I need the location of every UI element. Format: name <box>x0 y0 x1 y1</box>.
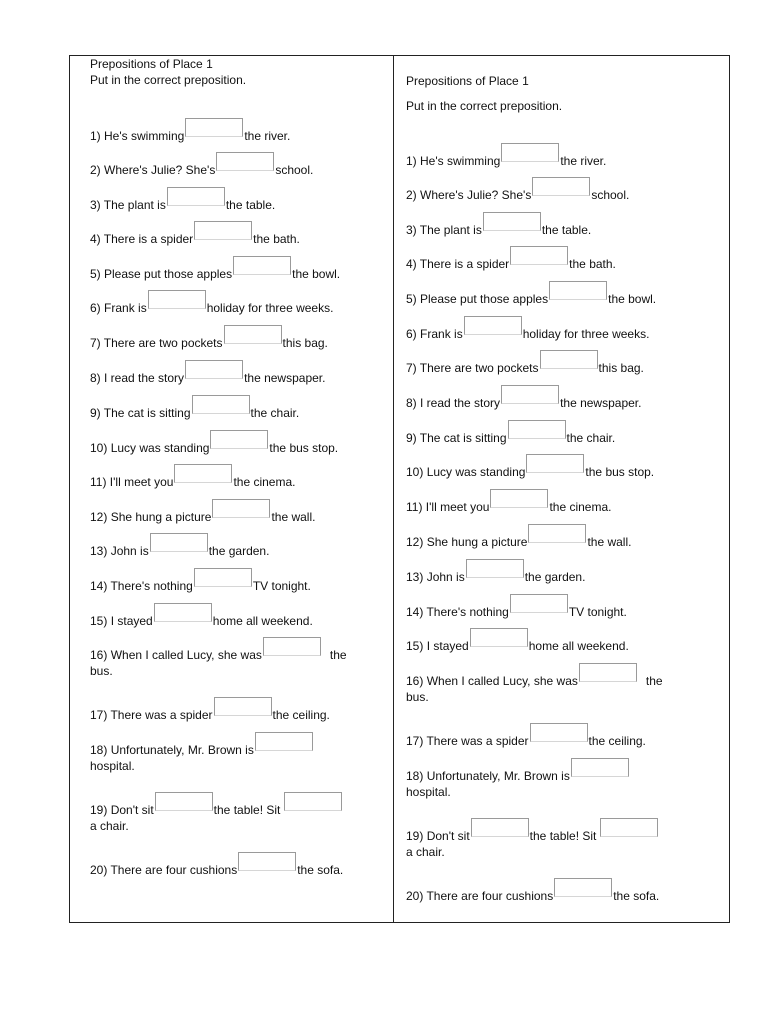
question-number: 1) <box>406 154 417 168</box>
answer-box[interactable] <box>470 628 528 647</box>
question-7 <box>406 350 644 376</box>
question-text-before: The plant is <box>419 223 482 237</box>
question-text-after: holiday for three weeks. <box>206 301 334 315</box>
question-8 <box>406 385 641 411</box>
question-text-after: TV tonight. <box>568 605 627 619</box>
answer-box[interactable] <box>167 187 225 206</box>
question-text-after: the bath. <box>569 257 616 271</box>
question-number: 19) <box>90 803 108 817</box>
question-text-before: There are two pockets <box>103 336 223 350</box>
question-text-after: school. <box>591 188 630 202</box>
question-text-before: The plant is <box>103 198 166 212</box>
question-15 <box>406 628 629 654</box>
answer-box[interactable] <box>508 420 566 439</box>
question-number: 2) <box>90 163 101 177</box>
question-text-after: TV tonight. <box>252 579 311 593</box>
worksheet-instruction: Put in the correct preposition. <box>90 73 247 87</box>
question-20 <box>406 878 659 904</box>
question-number: 8) <box>90 371 101 385</box>
question-text-before: Where's Julie? She's <box>104 163 216 177</box>
worksheet-title: Prepositions of Place 1 <box>90 57 213 71</box>
question-text-before: Unfortunately, Mr. Brown is <box>426 769 570 783</box>
question-text-after: the <box>329 648 347 662</box>
question-20 <box>90 852 343 878</box>
question-text-before: When I called Lucy, she was <box>110 648 262 662</box>
question-text-after: the sofa. <box>613 889 660 903</box>
question-text-before: I read the story <box>420 396 501 410</box>
question-16 <box>406 663 663 704</box>
answer-box[interactable] <box>490 489 548 508</box>
answer-box[interactable] <box>540 350 598 369</box>
answer-box[interactable] <box>150 533 208 552</box>
question-number: 9) <box>406 431 417 445</box>
question-number: 4) <box>90 232 101 246</box>
question-text-before: When I called Lucy, she was <box>426 674 578 688</box>
question-text-after: the wall. <box>587 535 632 549</box>
question-text-after: the <box>645 674 663 688</box>
question-2 <box>90 152 313 178</box>
question-text-before: I stayed <box>426 639 469 653</box>
question-text-after: the newspaper. <box>560 396 642 410</box>
question-text-before: I read the story <box>104 371 185 385</box>
question-text-after: the river. <box>244 129 291 143</box>
question-number: 17) <box>406 734 424 748</box>
answer-box[interactable] <box>530 723 588 742</box>
answer-box[interactable] <box>185 118 243 137</box>
answer-box[interactable] <box>154 603 212 622</box>
answer-box[interactable] <box>466 559 524 578</box>
question-text-after: the wall. <box>271 510 316 524</box>
question-12 <box>90 499 315 525</box>
question-text-before: The cat is sitting <box>419 431 507 445</box>
question-14 <box>406 594 627 620</box>
question-text-after: the table. <box>541 223 592 237</box>
question-text-after: the bath. <box>253 232 300 246</box>
answer-box[interactable] <box>210 430 268 449</box>
question-text-before: He's swimming <box>104 129 185 143</box>
question-text-after: the ceiling. <box>588 734 646 748</box>
question-text-after: the bus stop. <box>269 441 339 455</box>
answer-box[interactable] <box>238 852 296 871</box>
question-text-before: She hung a picture <box>110 510 212 524</box>
question-text-before: The cat is sitting <box>103 406 191 420</box>
answer-box[interactable] <box>192 395 250 414</box>
question-text-after: the table! Sit <box>213 803 281 817</box>
question-text-before: Unfortunately, Mr. Brown is <box>110 743 254 757</box>
question-number: 8) <box>406 396 417 410</box>
question-18 <box>406 758 630 799</box>
answer-box[interactable] <box>464 316 522 335</box>
question-10 <box>90 430 338 456</box>
answer-box[interactable] <box>212 499 270 518</box>
question-number: 7) <box>90 336 101 350</box>
question-12 <box>406 524 631 550</box>
question-8 <box>90 360 325 386</box>
answer-box[interactable] <box>194 221 252 240</box>
question-number: 3) <box>90 198 101 212</box>
question-number: 4) <box>406 257 417 271</box>
question-number: 11) <box>406 500 423 514</box>
question-10 <box>406 454 654 480</box>
question-text-before: There's nothing <box>426 605 509 619</box>
answer-box[interactable] <box>185 360 243 379</box>
question-number: 5) <box>90 267 101 281</box>
question-continuation: bus. <box>406 690 429 704</box>
question-text-after: the sofa. <box>297 863 344 877</box>
question-number: 17) <box>90 708 108 722</box>
answer-box[interactable] <box>255 732 313 751</box>
question-continuation: hospital. <box>90 759 135 773</box>
answer-box[interactable] <box>155 792 213 811</box>
column-divider <box>393 55 394 923</box>
question-13 <box>90 533 269 559</box>
question-text-before: Don't sit <box>426 829 470 843</box>
answer-box[interactable] <box>501 385 559 404</box>
question-text-before: John is <box>110 544 149 558</box>
question-2 <box>406 177 629 203</box>
question-text-after: the bus stop. <box>585 465 655 479</box>
question-text-after: home all weekend. <box>212 614 313 628</box>
question-18 <box>90 732 314 773</box>
question-5 <box>90 256 340 282</box>
question-continuation: a chair. <box>406 845 445 859</box>
question-text-after: home all weekend. <box>528 639 629 653</box>
question-text-after: school. <box>275 163 314 177</box>
question-text-before: Don't sit <box>110 803 154 817</box>
answer-box[interactable] <box>148 290 206 309</box>
answer-box[interactable] <box>263 637 321 656</box>
answer-box[interactable] <box>501 143 559 162</box>
question-text-before: She hung a picture <box>426 535 528 549</box>
question-text-after: this bag. <box>598 361 644 375</box>
question-number: 16) <box>406 674 424 688</box>
question-number: 6) <box>90 301 101 315</box>
answer-box-2[interactable] <box>284 792 342 811</box>
question-text-before: There is a spider <box>419 257 510 271</box>
question-3 <box>90 187 275 213</box>
question-11 <box>406 489 612 515</box>
answer-box[interactable] <box>216 152 274 171</box>
question-19 <box>90 792 343 833</box>
worksheet-title: Prepositions of Place 1 <box>406 74 529 88</box>
question-number: 11) <box>90 475 107 489</box>
question-9 <box>90 395 299 421</box>
question-text-before: Please put those apples <box>104 267 233 281</box>
question-number: 20) <box>90 863 108 877</box>
question-11 <box>90 464 296 490</box>
question-text-after: the newspaper. <box>244 371 326 385</box>
question-text-before: There are four cushions <box>426 889 554 903</box>
question-number: 15) <box>406 639 424 653</box>
question-6 <box>406 316 649 342</box>
answer-box[interactable] <box>174 464 232 483</box>
question-text-after: the chair. <box>250 406 300 420</box>
question-text-before: There was a spider <box>426 734 529 748</box>
question-text-before: I stayed <box>110 614 153 628</box>
question-number: 10) <box>90 441 108 455</box>
question-4 <box>90 221 300 247</box>
question-number: 7) <box>406 361 417 375</box>
question-text-before: Lucy was standing <box>426 465 526 479</box>
question-text-before: Frank is <box>420 327 463 341</box>
question-6 <box>90 290 333 316</box>
question-text-before: He's swimming <box>420 154 501 168</box>
answer-box[interactable] <box>526 454 584 473</box>
question-number: 18) <box>90 743 108 757</box>
question-number: 6) <box>406 327 417 341</box>
question-text-after: the bowl. <box>608 292 657 306</box>
answer-box[interactable] <box>510 246 568 265</box>
question-number: 2) <box>406 188 417 202</box>
answer-box[interactable] <box>224 325 282 344</box>
question-17 <box>90 697 330 723</box>
question-continuation: hospital. <box>406 785 451 799</box>
question-number: 15) <box>90 614 108 628</box>
question-number: 13) <box>90 544 108 558</box>
question-text-after: the river. <box>560 154 607 168</box>
question-5 <box>406 281 656 307</box>
question-text-after: the table! Sit <box>529 829 597 843</box>
question-number: 1) <box>90 129 101 143</box>
question-text-after: the table. <box>225 198 276 212</box>
question-text-after: the garden. <box>208 544 270 558</box>
question-number: 16) <box>90 648 108 662</box>
question-9 <box>406 420 615 446</box>
question-number: 14) <box>90 579 108 593</box>
question-7 <box>90 325 328 351</box>
question-number: 13) <box>406 570 424 584</box>
question-text-before: I'll meet you <box>109 475 174 489</box>
question-number: 14) <box>406 605 424 619</box>
question-text-after: the cinema. <box>233 475 296 489</box>
worksheet-instruction: Put in the correct preposition. <box>406 99 563 113</box>
question-text-before: Where's Julie? She's <box>420 188 532 202</box>
question-number: 20) <box>406 889 424 903</box>
question-1 <box>90 118 290 144</box>
answer-box[interactable] <box>483 212 541 231</box>
question-3 <box>406 212 591 238</box>
question-text-after: the garden. <box>524 570 586 584</box>
answer-box[interactable] <box>214 697 272 716</box>
question-4 <box>406 246 616 272</box>
question-16 <box>90 637 347 678</box>
answer-box[interactable] <box>528 524 586 543</box>
question-text-before: There are four cushions <box>110 863 238 877</box>
question-number: 9) <box>90 406 101 420</box>
question-number: 12) <box>406 535 424 549</box>
question-text-before: Frank is <box>104 301 147 315</box>
question-text-before: John is <box>426 570 465 584</box>
answer-box-2[interactable] <box>600 818 658 837</box>
question-19 <box>406 818 659 859</box>
question-text-before: Lucy was standing <box>110 441 210 455</box>
question-text-before: There is a spider <box>103 232 194 246</box>
question-14 <box>90 568 311 594</box>
answer-box[interactable] <box>571 758 629 777</box>
question-15 <box>90 603 313 629</box>
answer-box[interactable] <box>471 818 529 837</box>
question-number: 12) <box>90 510 108 524</box>
question-text-after: the bowl. <box>292 267 341 281</box>
question-text-before: There's nothing <box>110 579 193 593</box>
question-continuation: bus. <box>90 664 113 678</box>
question-continuation: a chair. <box>90 819 129 833</box>
question-text-after: the chair. <box>566 431 616 445</box>
question-text-after: this bag. <box>282 336 328 350</box>
answer-box[interactable] <box>579 663 637 682</box>
answer-box[interactable] <box>554 878 612 897</box>
question-number: 19) <box>406 829 424 843</box>
question-1 <box>406 143 606 169</box>
question-number: 10) <box>406 465 424 479</box>
answer-box[interactable] <box>233 256 291 275</box>
question-text-before: There was a spider <box>110 708 213 722</box>
question-17 <box>406 723 646 749</box>
answer-box[interactable] <box>532 177 590 196</box>
answer-box[interactable] <box>549 281 607 300</box>
answer-box[interactable] <box>510 594 568 613</box>
question-text-before: Please put those apples <box>420 292 549 306</box>
question-number: 3) <box>406 223 417 237</box>
question-13 <box>406 559 585 585</box>
question-text-after: the cinema. <box>549 500 612 514</box>
question-text-after: the ceiling. <box>272 708 330 722</box>
question-number: 18) <box>406 769 424 783</box>
question-number: 5) <box>406 292 417 306</box>
answer-box[interactable] <box>194 568 252 587</box>
question-text-before: There are two pockets <box>419 361 539 375</box>
question-text-after: holiday for three weeks. <box>522 327 650 341</box>
question-text-before: I'll meet you <box>425 500 490 514</box>
